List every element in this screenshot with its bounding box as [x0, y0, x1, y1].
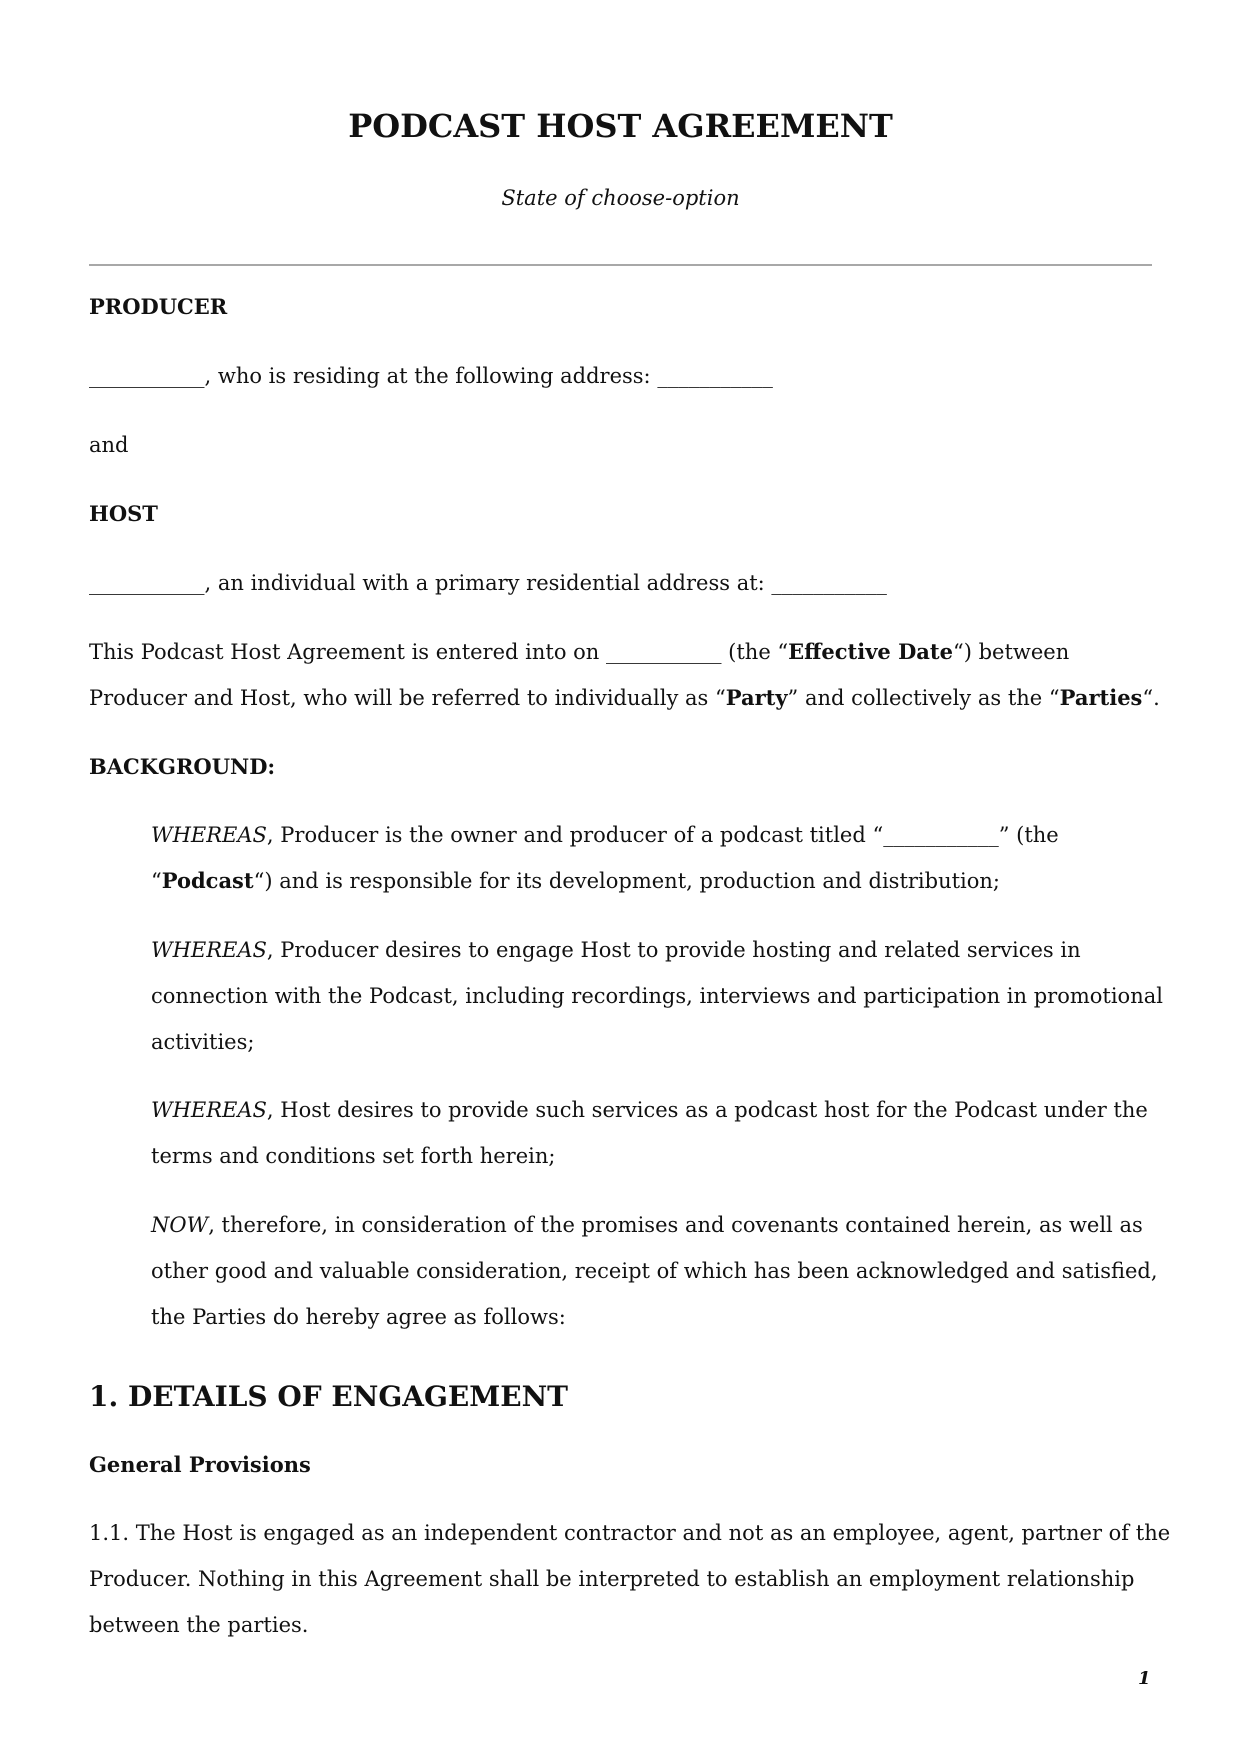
whereas1-line-2	[151, 858, 1152, 904]
intro-text: “) between	[952, 640, 1070, 664]
whereas-paragraph-2	[151, 927, 1163, 1065]
intro-text: ” and collectively as the “	[787, 686, 1060, 710]
producer-name-blank[interactable]: ___________	[89, 364, 205, 388]
whereas-paragraph-1	[151, 812, 1152, 904]
whereas-paragraph-3	[151, 1087, 1152, 1179]
now-line-3: the Parties do hereby agree as follows:	[151, 1305, 566, 1329]
now-line-2: other good and valuable consideration, receipt of which has been acknowledged and satisfied,	[151, 1259, 1158, 1283]
intro-paragraph	[89, 629, 1160, 721]
whereas-keyword: WHEREAS	[151, 938, 267, 962]
intro-text: “.	[1142, 686, 1160, 710]
whereas-text: , Host desires to provide such services as a podcast host for the Podcast under the	[266, 1098, 1148, 1122]
producer-label: PRODUCER	[89, 294, 228, 319]
effective-date-term: Effective Date	[788, 639, 953, 664]
intro-text: Producer and Host, who will be referred to individually as “	[89, 686, 726, 710]
producer-line-text: , who is residing at the following address:	[204, 364, 658, 388]
general-provisions-heading: General Provisions	[89, 1452, 311, 1477]
podcast-term: Podcast	[161, 868, 254, 893]
intro-line-2	[89, 675, 1160, 721]
whereas3-line-2: terms and conditions set forth herein;	[151, 1144, 556, 1168]
producer-address-blank[interactable]: ___________	[657, 364, 773, 388]
host-name-blank[interactable]: ___________	[89, 571, 205, 595]
clause-1-1-line-3: between the parties.	[89, 1613, 309, 1637]
now-therefore-paragraph	[151, 1202, 1158, 1340]
host-address-blank[interactable]: ___________	[771, 571, 887, 595]
and-text: and	[89, 433, 129, 457]
whereas2-line-2: connection with the Podcast, including recordings, interviews and participation in promotional	[151, 984, 1163, 1008]
whereas3-line-1	[151, 1087, 1152, 1133]
whereas-text: ” (the	[998, 823, 1059, 847]
whereas-keyword: WHEREAS	[151, 1098, 267, 1122]
producer-line	[89, 353, 773, 399]
host-label: HOST	[89, 501, 158, 526]
podcast-title-blank[interactable]: ___________	[883, 823, 999, 847]
now-keyword: NOW	[151, 1213, 209, 1237]
clause-1-1-line-1: 1.1. The Host is engaged as an independent contractor and not as an employee, agent, partner of the	[89, 1521, 1171, 1545]
whereas-text: “) and is responsible for its development, production and distribution;	[253, 869, 1001, 893]
host-line	[89, 560, 887, 606]
whereas2-line-3: activities;	[151, 1030, 255, 1054]
whereas-text: , Producer desires to engage Host to provide hosting and related services in	[266, 938, 1081, 962]
whereas1-line-1	[151, 812, 1152, 858]
whereas-text: “	[151, 869, 162, 893]
whereas-text: , Producer is the owner and producer of a podcast titled “	[266, 823, 884, 847]
party-term: Party	[725, 685, 788, 710]
page-number: 1	[1138, 1668, 1151, 1689]
clause-1-1-line-2: Producer. Nothing in this Agreement shall be interpreted to establish an employment relationship	[89, 1567, 1135, 1591]
clause-1-1	[89, 1510, 1171, 1648]
whereas2-line-1	[151, 927, 1152, 973]
now-line-1	[151, 1202, 1152, 1248]
document-subtitle: State of choose-option	[501, 186, 740, 210]
parties-term: Parties	[1059, 685, 1143, 710]
header-divider	[89, 264, 1152, 266]
document-title: PODCAST HOST AGREEMENT	[348, 107, 893, 145]
intro-line-1	[89, 629, 1152, 675]
host-line-text: , an individual with a primary residential address at:	[204, 571, 772, 595]
effective-date-blank[interactable]: ___________	[605, 640, 722, 664]
whereas-keyword: WHEREAS	[151, 823, 267, 847]
intro-text: (the “	[721, 640, 789, 664]
background-label: BACKGROUND:	[89, 754, 276, 779]
intro-text: This Podcast Host Agreement is entered into on	[89, 640, 606, 664]
now-text: , therefore, in consideration of the promises and covenants contained herein, as well as	[208, 1213, 1143, 1237]
section-1-heading: 1. DETAILS OF ENGAGEMENT	[89, 1380, 568, 1413]
